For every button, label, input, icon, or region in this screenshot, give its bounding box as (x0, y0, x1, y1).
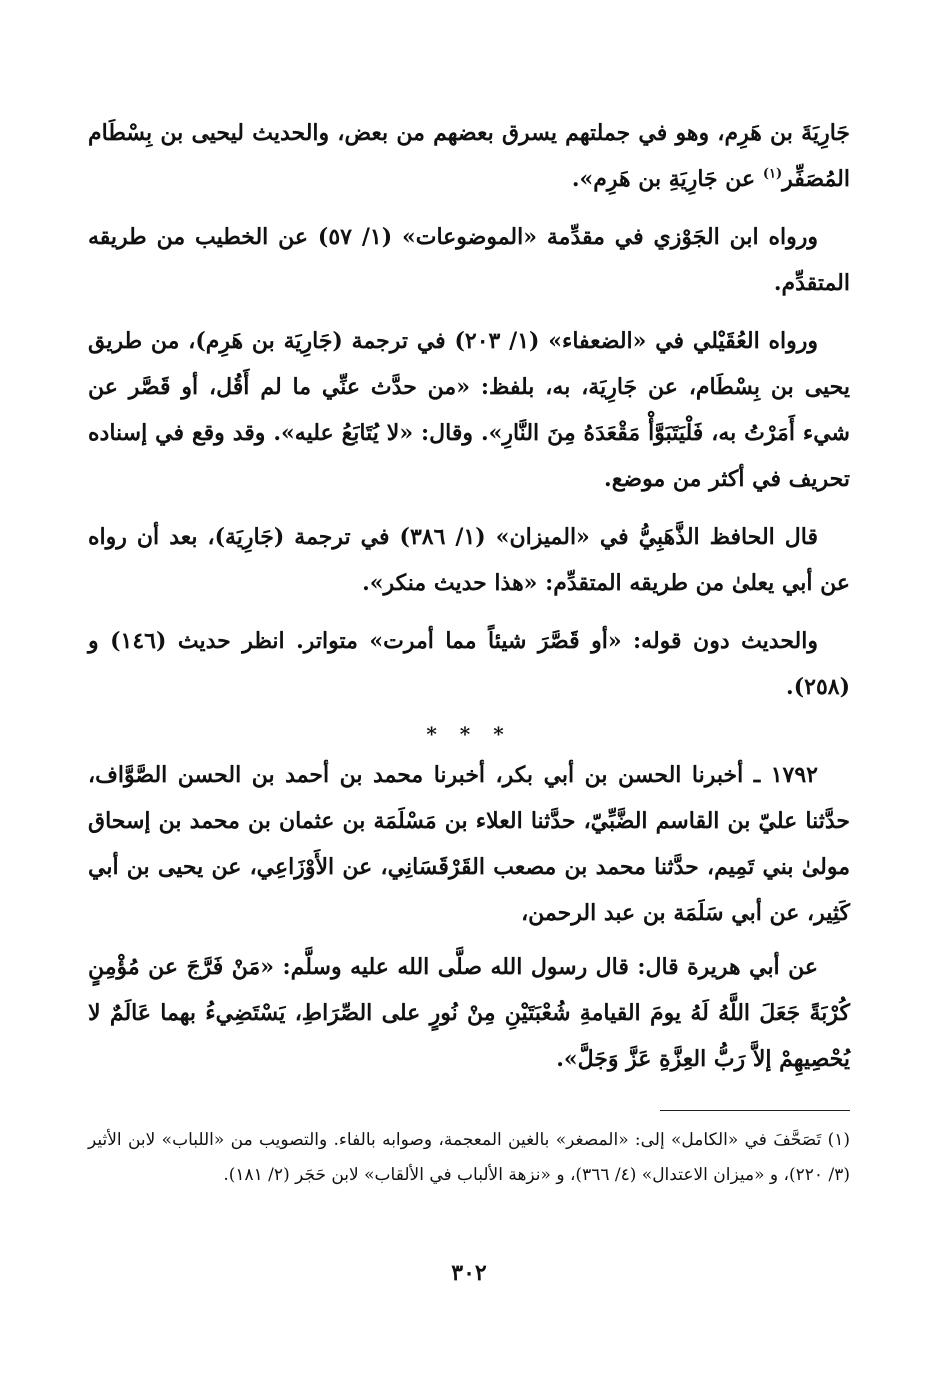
paragraph-al-dhahabi: قال الحافظ الذَّهَبِيُّ في «الميزان» (١/ ٣٨٦) في ترجمة (جَارِيَة)، بعد أن رواه عن أبي يعلىٰ من طريقه المتقدِّم: «هذا حديث منكر». (88, 524, 850, 596)
section-separator: * * * (426, 722, 512, 746)
footnote-divider (660, 1110, 850, 1111)
paragraph-ibn-al-jawzi: ورواه ابن الجَوْزي في مقدِّمة «الموضوعات» (١/ ٥٧) عن الخطيب من طريقه المتقدِّم. (88, 224, 850, 296)
hadith-text: عن أبي هريرة قال: قال رسول الله صلَّى الله عليه وسلَّم: «مَنْ فَرَّجَ عن مُؤْمِنٍ كُرْبَةً جَعَلَ اللَّهُ لَهُ يومَ القيامةِ شُعْبَتَيْنِ مِنْ نُورٍ على الصِّرَاطِ، يَسْتَضِيءُ بهما عَالَمٌ لا يُحْصِيهِمْ إلاَّ رَبُّ العِزَّةِ عَزَّ وَجَلَّ». (88, 954, 850, 1072)
hadith-matn: «مَنْ فَرَّجَ عن مُؤْمِنٍ كُرْبَةً جَعَلَ اللَّهُ لَهُ يومَ القيامةِ شُعْبَتَيْنِ مِنْ نُورٍ على الصِّرَاطِ، يَسْتَضِيءُ بهما عَالَمٌ لا يُحْصِيهِمْ إلاَّ رَبُّ العِزَّةِ عَزَّ وَجَلَّ». (88, 954, 850, 1072)
page-content (88, 110, 850, 1320)
paragraph-continuation: جَارِيَةَ بن هَرِم، وهو في جملتهم يسرق بعضهم من بعض، والحديث ليحيى بن بِسْطَام المُصَفِّر$^{(١)}$ عن جَارِيَةِ بن هَرِم». (88, 120, 850, 192)
hadith-isnad: ١٧٩٢ ـ أخبرنا الحسن بن أبي بكر، أخبرنا محمد بن أحمد بن الحسن الصَّوَّاف، حدَّثنا عليّ بن القاسم الضَّبِّيّ، حدَّثنا العلاء بن مَسْلَمَة بن عثمان بن محمد بن إسحاق مولىٰ بني تَمِيم، حدَّثنا محمد بن مصعب القَرْقَسَانِي، عن الأَوْزَاعِي، عن يحيى بن أبي كَثِير، عن أبي سَلَمَة بن عبد الرحمن، (88, 762, 850, 926)
footnote: (١) تَصَحَّفَ في «الكامل» إلى: «المصغر» بالغين المعجمة، وصوابه بالفاء. والتصويب من «اللباب» لابن الأثير (٣/ ٢٢٠)، و «ميزان الاعتدال» (٤/ ٣٦٦)، و «نزهة الألباب في الألقاب» لابن حَجَر (٢/ ١٨١). (88, 1130, 850, 1185)
paragraph-mutawatir: والحديث دون قوله: «أو قَصَّرَ شيئاً مما أمرت» متواتر. انظر حديث (١٤٦) و (٢٥٨). (88, 628, 850, 700)
page-number: ٣٠٢ (451, 1260, 487, 1286)
hadith-number: ١٧٩٢ ـ (753, 762, 818, 788)
paragraph-al-uqayli: ورواه العُقَيْلي في «الضعفاء» (١/ ٢٠٣) في ترجمة (جَارِيَة بن هَرِم)، من طريق يحيى بن بِسْطَام، عن جَارِيَة، به، بلفظ: «من حدَّث عنِّي ما لم أَقُل، أو قَصَّر عن شيء أَمَرْتُ به، فَلْيَتَبَوَّأْ مَقْعَدَهُ مِنَ النَّارِ». وقال: «لا يُتَابَعُ عليه». وقد وقع في إسناده تحريف في أكثر من موضع. (88, 328, 850, 492)
footnote-reference[interactable]: (١) (762, 166, 783, 182)
